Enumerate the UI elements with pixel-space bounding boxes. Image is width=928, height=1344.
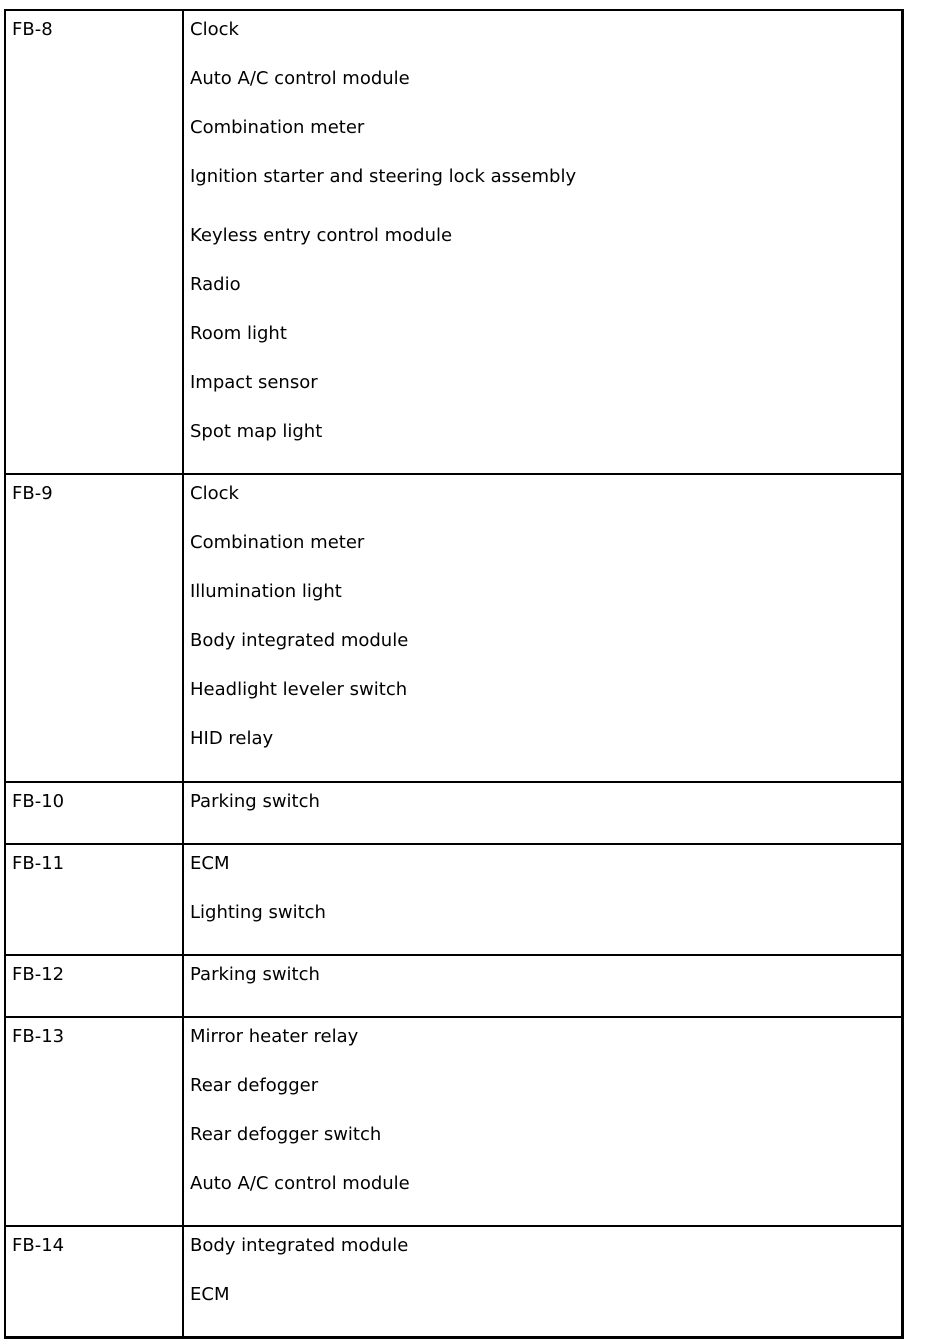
circuit-item: Impact sensor: [190, 372, 318, 393]
table-row: [6, 475, 901, 783]
circuit-item: ECM: [190, 853, 230, 874]
fuse-id-cell: FB-13: [6, 1018, 184, 1225]
circuit-item: Spot map light: [190, 421, 323, 442]
circuit-item: Combination meter: [190, 532, 365, 553]
table-row: [6, 956, 901, 1018]
circuit-item: Radio: [190, 274, 241, 295]
circuit-item: Auto A/C control module: [190, 68, 410, 89]
circuit-item: Body integrated module: [190, 630, 409, 651]
circuit-item: Rear defogger: [190, 1075, 319, 1096]
circuit-item: ECM: [190, 1284, 230, 1305]
circuit-list: [184, 783, 901, 843]
circuit-item: Parking switch: [190, 791, 320, 812]
fuse-id-cell: FB-12: [6, 956, 184, 1016]
circuit-item: HID relay: [190, 728, 274, 749]
circuit-list: [184, 956, 901, 1016]
fuse-id-cell: FB-14: [6, 1227, 184, 1336]
fuse-id-cell: FB-10: [6, 783, 184, 843]
fuse-circuit-table: [4, 9, 904, 1339]
circuit-list: [184, 11, 901, 473]
table-row: [6, 1227, 901, 1339]
circuit-item: Combination meter: [190, 117, 365, 138]
circuit-item: Body integrated module: [190, 1235, 409, 1256]
table-row: [6, 783, 901, 845]
circuit-item: Mirror heater relay: [190, 1026, 359, 1047]
table-row: [6, 1018, 901, 1227]
circuit-list: [184, 1018, 901, 1225]
fuse-id-cell: FB-9: [6, 475, 184, 781]
circuit-item: Lighting switch: [190, 902, 326, 923]
circuit-item: Headlight leveler switch: [190, 679, 408, 700]
fuse-id-cell: FB-11: [6, 845, 184, 954]
circuit-item: Ignition starter and steering lock assembly: [190, 166, 577, 187]
circuit-list: [184, 845, 901, 954]
circuit-item: Illumination light: [190, 581, 342, 602]
circuit-item: Auto A/C control module: [190, 1173, 410, 1194]
table-row: [6, 845, 901, 956]
circuit-list: [184, 475, 901, 781]
circuit-item: Room light: [190, 323, 287, 344]
circuit-item: Rear defogger switch: [190, 1124, 382, 1145]
circuit-item: Clock: [190, 483, 239, 504]
circuit-list: [184, 1227, 901, 1336]
circuit-item: Parking switch: [190, 964, 320, 985]
fuse-id-cell: FB-8: [6, 11, 184, 473]
table-row: [6, 11, 901, 475]
circuit-item: Clock: [190, 19, 239, 40]
circuit-item: Keyless entry control module: [190, 225, 453, 246]
